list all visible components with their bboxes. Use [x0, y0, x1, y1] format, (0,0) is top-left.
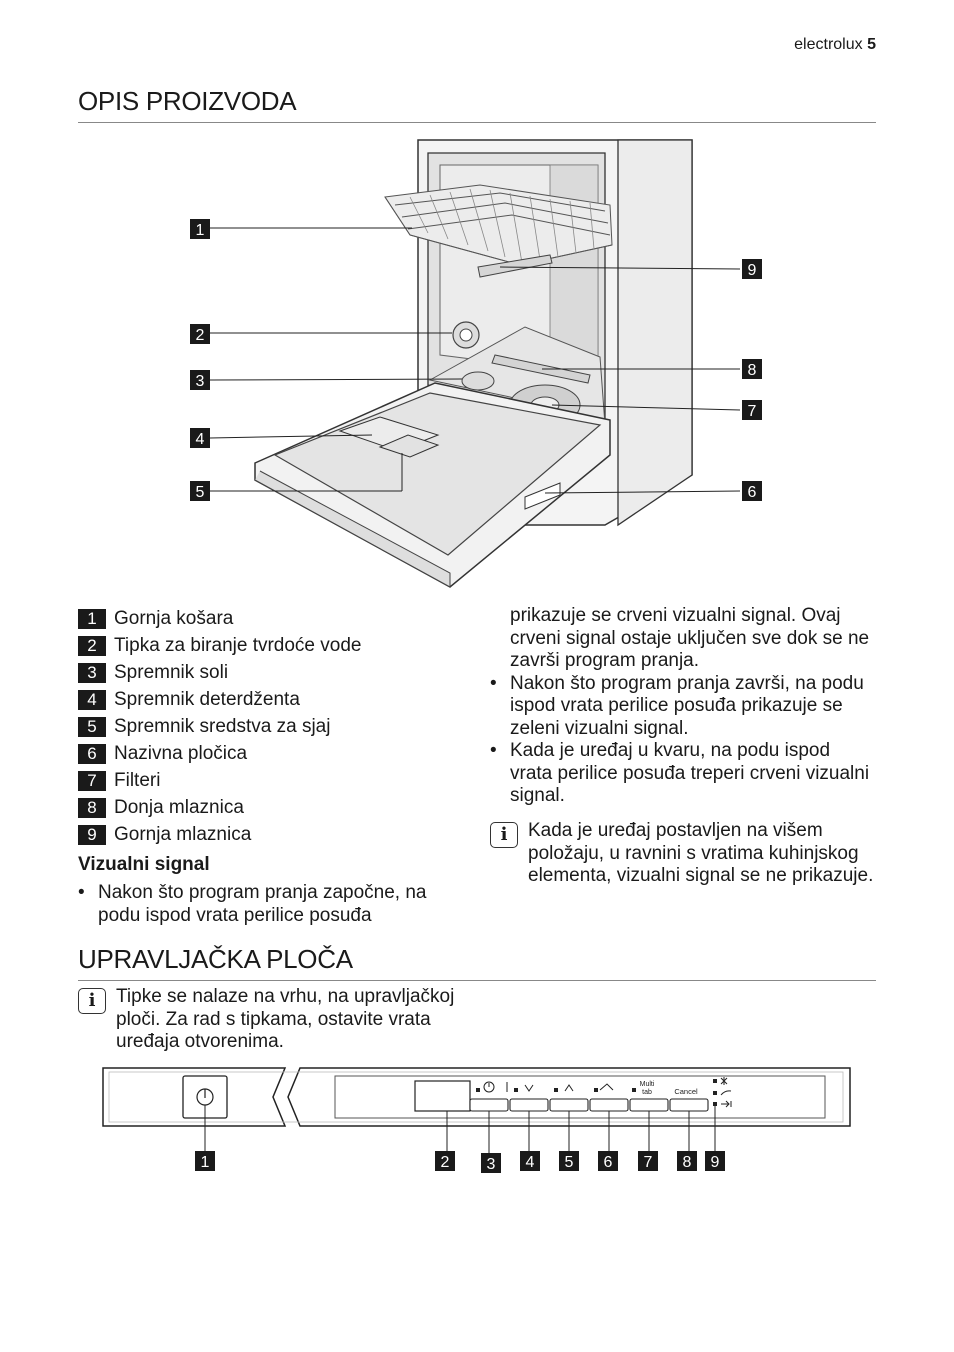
legend-label: Spremnik soli [114, 661, 229, 683]
section-divider [78, 122, 876, 123]
section-title-description: OPIS PROIZVODA [78, 86, 297, 116]
parts-legend [78, 605, 458, 848]
multitab-label-1: Multi [639, 1081, 655, 1088]
visual-signal-bullets-right [490, 605, 870, 808]
legend-item [78, 767, 458, 794]
panel-callout-1-text: 1 [200, 1154, 210, 1171]
legend-item [78, 821, 458, 848]
program-down-button[interactable] [510, 1099, 548, 1111]
visual-signal-heading: Vizualni signal [78, 854, 210, 875]
bullet-continuation: prikazuje se crveni vizualni signal. Ovaj crveni signal ostaje uključen sve dok se ne završi program pranja. [510, 605, 870, 671]
multitab-label-2: tab [642, 1089, 652, 1096]
panel-callout-8-text: 8 [682, 1154, 692, 1171]
callout-8-text: 8 [747, 362, 757, 379]
legend-number: 6 [78, 744, 106, 764]
panel-callout-9-text: 9 [710, 1154, 720, 1171]
panel-callout-4-text: 4 [525, 1154, 535, 1171]
legend-number: 5 [78, 717, 106, 737]
legend-number: 2 [78, 636, 106, 656]
multitab-button[interactable] [630, 1099, 668, 1111]
legend-item [78, 794, 458, 821]
salt-container [462, 372, 494, 390]
legend-number: 7 [78, 771, 106, 791]
legend-item [78, 713, 458, 740]
bullet-item: • Kada je uređaj u kvaru, na podu ispod vrata perilice posuđa treperi crveni vizualni signal. [490, 740, 870, 808]
legend-label: Spremnik sredstva za sjaj [114, 715, 331, 737]
brand-name: electrolux [794, 36, 863, 53]
callout-6-text: 6 [747, 484, 757, 501]
legend-number: 1 [78, 609, 106, 629]
callout-2-text: 2 [195, 327, 205, 344]
legend-item [78, 605, 458, 632]
legend-label: Filteri [114, 769, 161, 791]
delay-start-button[interactable] [470, 1099, 508, 1111]
panel-callout-5-text: 5 [564, 1154, 574, 1171]
bullet-item: • Nakon što program pranja započne, na podu ispod vrata perilice posuđa [78, 882, 453, 927]
legend-item [78, 740, 458, 767]
callout-9-text: 9 [747, 262, 757, 279]
callout-3-text: 3 [195, 373, 205, 390]
section-title-control-panel: UPRAVLJAČKA PLOČA [78, 944, 353, 974]
bullet-item: • Nakon što program pranja završi, na podu ispod vrata perilice posuđa prikazuje se zeleni vizualni signal. [490, 673, 870, 741]
callout-7-text: 7 [747, 403, 757, 420]
info-icon: i [490, 822, 518, 848]
panel-callout-6-text: 6 [603, 1154, 613, 1171]
legend-item [78, 659, 458, 686]
legend-number: 9 [78, 825, 106, 845]
note-text: Kada je uređaj postavljen na višem položaju, u ravnini s vratima kuhinjskog elementa, vizualni signal se ne prikazuje. [528, 820, 874, 886]
callout-1-text: 1 [195, 222, 205, 239]
visual-signal-note [490, 820, 875, 888]
cancel-button[interactable] [670, 1099, 708, 1111]
page-header [794, 36, 876, 54]
page-number: 5 [867, 36, 876, 53]
legend-label: Donja mlaznica [114, 796, 244, 818]
program-up-button[interactable] [550, 1099, 588, 1111]
panel-callout-2-text: 2 [440, 1154, 450, 1171]
legend-number: 3 [78, 663, 106, 683]
panel-callouts [195, 1151, 725, 1173]
panel-callout-7-text: 7 [643, 1154, 653, 1171]
panel-callout-3-text: 3 [486, 1156, 496, 1173]
legend-number: 8 [78, 798, 106, 818]
legend-label: Spremnik deterdženta [114, 688, 300, 710]
cancel-label: Cancel [674, 1087, 698, 1096]
control-panel-note [78, 986, 458, 1054]
callout-4-text: 4 [195, 431, 205, 448]
visual-signal-bullets-left [78, 882, 453, 927]
section-divider [78, 980, 876, 981]
callout-5-text: 5 [195, 484, 205, 501]
legend-item [78, 632, 458, 659]
control-panel-illustration [95, 1060, 860, 1180]
info-icon: i [78, 988, 106, 1014]
dishwasher-illustration [180, 135, 780, 595]
legend-label: Nazivna pločica [114, 742, 248, 764]
note-text: Tipke se nalaze na vrhu, na upravljačkoj ploči. Za rad s tipkama, ostavite vrata uređaja otvorenima. [116, 986, 455, 1052]
legend-label: Tipka za biranje tvrdoće vode [114, 634, 362, 656]
legend-label: Gornja mlaznica [114, 823, 252, 845]
legend-label: Gornja košara [114, 607, 234, 629]
legend-item [78, 686, 458, 713]
legend-number: 4 [78, 690, 106, 710]
display [415, 1081, 470, 1111]
eco-button[interactable] [590, 1099, 628, 1111]
